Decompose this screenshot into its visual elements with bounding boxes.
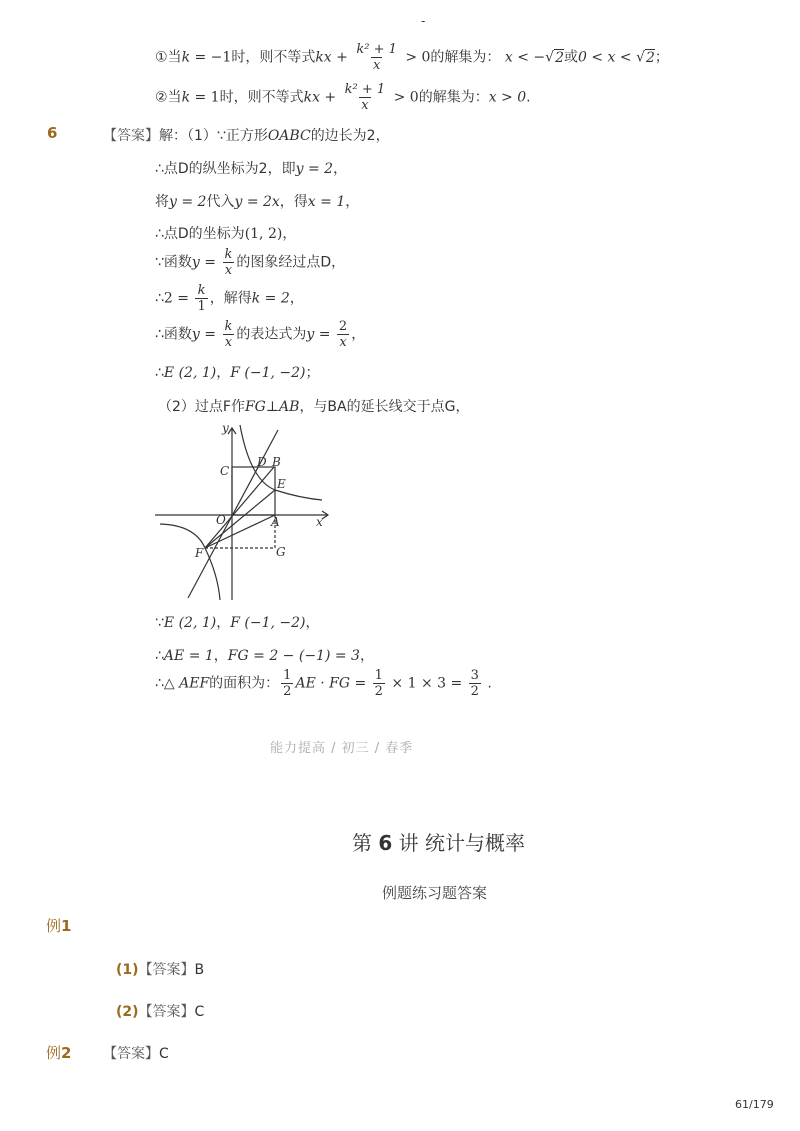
s7-frac-2: $\frac{2}{x}$	[338, 319, 348, 350]
top-mark: -	[421, 14, 426, 28]
line1-sqrt-b: √2	[636, 49, 655, 66]
line1-cond: = −1时，则不等式	[190, 49, 316, 66]
s12-frac-1: $\frac{1}{2}$	[283, 668, 292, 699]
line1-prefix: ①当	[155, 49, 182, 66]
solution-line-2	[155, 82, 531, 113]
q6-step-1	[103, 125, 390, 145]
q6-step-3: 将y = 2代入y = 2x，得x = 1，	[155, 194, 360, 210]
q6-step-7: ∴函数y = $\frac{k}{x}$ 的表达式为y = $\frac{2}{x}$ ，	[155, 319, 366, 350]
line2-plus: +	[319, 89, 341, 106]
line2-kx: kx	[303, 89, 320, 106]
q6-s1-a: 解：（1）∵正方形	[159, 128, 268, 144]
lecture-subtitle: 例题练习题答案	[382, 884, 488, 902]
coordinate-figure	[150, 420, 340, 605]
label-b: B	[272, 455, 281, 469]
page-number: 61/179	[735, 1098, 774, 1111]
line1-frac-num: k² + 1	[356, 42, 397, 57]
example-1-label: 例1	[46, 917, 72, 935]
q6-step-8: ∴E (2, 1)，F (−1, −2)；	[155, 365, 320, 381]
line1-or: 或	[564, 49, 578, 66]
q6-s1-b: OABC	[267, 128, 311, 144]
line1-gt0: > 0的解集为：	[400, 49, 501, 66]
line1-frac-den: x	[372, 58, 381, 73]
line2-cond: = 1时，则不等式	[190, 89, 304, 106]
s7-frac-1: $\frac{k}{x}$	[224, 319, 233, 350]
example-1-part-2: (2)【答案】C	[116, 1004, 205, 1020]
s5-frac: $\frac{k}{x}$	[224, 247, 233, 278]
line1-fraction	[354, 42, 399, 73]
line1-plus: +	[331, 49, 353, 66]
label-c: C	[220, 464, 230, 478]
hyperbola-lower	[160, 524, 220, 600]
line2-end: .	[526, 89, 531, 106]
question-number-6: 6	[47, 124, 58, 142]
label-y: y	[222, 421, 229, 435]
label-o: O	[216, 513, 226, 527]
q6-step-9: （2）过点F作FG⊥AB，与BA的延长线交于点G，	[158, 399, 470, 415]
lecture-title: 第 6 讲 统计与概率	[352, 831, 525, 855]
label-a: A	[271, 515, 280, 529]
solution-line-1	[155, 42, 669, 73]
q6-step-12: ∴△ AEF的面积为： $\frac{1}{2}$ AE · FG = $\frac{1}{2}$ × 1 × 3 = $\frac{3}{2}$ .	[155, 668, 492, 699]
q6-answer-label: 【答案】	[103, 128, 159, 144]
line2-fraction	[343, 82, 388, 113]
s12-frac-3: $\frac{3}{2}$	[470, 668, 479, 699]
line2-prefix: ②当	[155, 89, 182, 106]
q6-step-5: ∵函数y = $\frac{k}{x}$ 的图象经过点D，	[155, 247, 346, 278]
q6-step-10: ∵E (2, 1)，F (−1, −2)，	[155, 615, 320, 631]
line2-frac-num: k² + 1	[344, 82, 386, 97]
example-1-part-1: (1)【答案】B	[116, 962, 205, 978]
q6-step-4: ∴点D的坐标为(1, 2)，	[155, 226, 297, 242]
s12-frac-2: $\frac{1}{2}$	[374, 668, 383, 699]
label-g: G	[276, 545, 286, 559]
q6-step-2: ∴点D的纵坐标为2，即y = 2，	[155, 161, 348, 177]
line1-sol-b: 0 < x <	[578, 49, 637, 66]
label-f: F	[195, 546, 204, 560]
line1-k: k	[181, 49, 191, 66]
line2-k: k	[181, 89, 191, 106]
line2-sol: x > 0	[488, 89, 527, 106]
q6-step-6: ∴2 = $\frac{k}{1}$ ，解得k = 2，	[155, 283, 304, 314]
line-fd	[205, 467, 274, 548]
label-d: D	[257, 455, 267, 469]
example-2-label: 例2	[46, 1044, 72, 1062]
label-e: E	[277, 477, 286, 491]
line2-frac-den: x	[361, 98, 369, 113]
line1-end: ；	[654, 49, 669, 66]
line1-sol-a: x < −	[504, 49, 546, 66]
line1-sqrt-a: √2	[545, 49, 564, 66]
q6-step-11: ∴AE = 1，FG = 2 − (−1) = 3，	[155, 648, 374, 664]
line1-kx: kx	[315, 49, 332, 66]
q6-s1-c: 的边长为2，	[310, 128, 390, 144]
label-x: x	[316, 515, 323, 529]
line2-gt0: > 0的解集为：	[389, 89, 489, 106]
s6-frac: $\frac{k}{1}$	[197, 283, 206, 314]
section-footer: 能力提高 / 初三 / 春季	[270, 741, 414, 756]
example-2-answer: 【答案】C	[103, 1046, 169, 1062]
